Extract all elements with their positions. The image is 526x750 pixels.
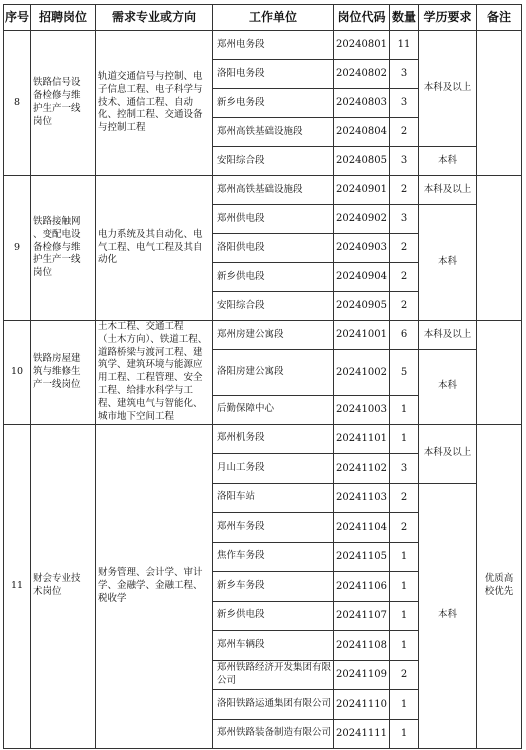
major-requirement: 土木工程、交通工程 （土木方向）、铁道工程、道路桥梁与渡河工程、建筑学、建筑环境与能源应用工程、工程管理、安全工程、给排水科学与工程、建筑电气与智能化、城市地下空间工程: [96, 321, 213, 425]
headcount: 3: [390, 205, 419, 234]
post-code: 20241109: [334, 660, 390, 690]
header-unit: 工作单位: [213, 5, 334, 31]
row-number: 11: [4, 424, 31, 749]
education-requirement: 本科及以上: [419, 424, 477, 483]
major-requirement: 轨道交通信号与控制、电子信息工程、电子科学与技术、通信工程、自动化、控制工程、交通设备与控制工程: [96, 31, 213, 176]
row-number: 9: [4, 176, 31, 321]
post-name: 铁路接触网 、变配电设 备检修与维 护生产一线 岗位: [31, 176, 96, 321]
headcount: 5: [390, 350, 419, 396]
post-code: 20241102: [334, 454, 390, 484]
headcount: 11: [390, 31, 419, 60]
note: [477, 31, 522, 176]
header-code: 岗位代码: [334, 5, 390, 31]
post-code: 20240901: [334, 176, 390, 205]
post-name: 铁路房屋建 筑与维修生 产一线岗位: [31, 321, 96, 425]
post-code: 20240905: [334, 292, 390, 321]
post-code: 20241001: [334, 321, 390, 350]
note: [477, 176, 522, 321]
header-row: [4, 5, 522, 31]
work-unit: 洛阳供电段: [213, 234, 334, 263]
note: [477, 321, 522, 425]
work-unit: 郑州高铁基础设施段: [213, 176, 334, 205]
major-requirement: 电力系统及其自动化、电气工程、电气工程及其自动化: [96, 176, 213, 321]
headcount: 1: [390, 424, 419, 454]
headcount: 1: [390, 601, 419, 631]
header-education: 学历要求: [419, 5, 477, 31]
work-unit: 郑州供电段: [213, 205, 334, 234]
post-code: 20241104: [334, 513, 390, 543]
table-row: [4, 321, 522, 350]
headcount: 1: [390, 542, 419, 572]
headcount: 6: [390, 321, 419, 350]
headcount: 1: [390, 572, 419, 602]
education-requirement: 本科及以上: [419, 176, 477, 205]
post-code: 20240804: [334, 118, 390, 147]
work-unit: 新乡供电段: [213, 601, 334, 631]
headcount: 1: [390, 631, 419, 661]
post-code: 20241103: [334, 483, 390, 513]
education-requirement: 本科及以上: [419, 321, 477, 350]
post-code: 20241003: [334, 395, 390, 424]
note: 优质高 校优先: [477, 424, 522, 749]
headcount: 2: [390, 513, 419, 543]
education-requirement: 本科: [419, 205, 477, 321]
post-name: 铁路信号设 备检修与维 护生产一线 岗位: [31, 31, 96, 176]
headcount: 2: [390, 483, 419, 513]
post-code: 20241101: [334, 424, 390, 454]
header-no: 序号: [4, 5, 31, 31]
work-unit: 郑州电务段: [213, 31, 334, 60]
table-row: [4, 424, 522, 454]
work-unit: 焦作车务段: [213, 542, 334, 572]
headcount: 3: [390, 89, 419, 118]
headcount: 2: [390, 118, 419, 147]
work-unit: 安阳综合段: [213, 292, 334, 321]
work-unit: 郑州铁路经济开发集团有限公司: [213, 660, 334, 690]
work-unit: 月山工务段: [213, 454, 334, 484]
header-major: 需求专业或方向: [96, 5, 213, 31]
work-unit: 新乡车务段: [213, 572, 334, 602]
major-requirement: 财务管理、会计学、审计学、金融学、金融工程、税收学: [96, 424, 213, 749]
post-code: 20241111: [334, 719, 390, 749]
headcount: 3: [390, 147, 419, 176]
work-unit: 郑州高铁基础设施段: [213, 118, 334, 147]
work-unit: 郑州机务段: [213, 424, 334, 454]
work-unit: 洛阳电务段: [213, 60, 334, 89]
table-row: [4, 31, 522, 60]
work-unit: 安阳综合段: [213, 147, 334, 176]
row-number: 8: [4, 31, 31, 176]
headcount: 2: [390, 292, 419, 321]
headcount: 3: [390, 454, 419, 484]
post-code: 20240902: [334, 205, 390, 234]
post-code: 20241105: [334, 542, 390, 572]
headcount: 1: [390, 690, 419, 720]
post-code: 20240903: [334, 234, 390, 263]
education-requirement: 本科: [419, 350, 477, 425]
row-number: 10: [4, 321, 31, 425]
header-post: 招聘岗位: [31, 5, 96, 31]
headcount: 1: [390, 719, 419, 749]
post-name: 财会专业技 术岗位: [31, 424, 96, 749]
education-requirement: 本科: [419, 147, 477, 176]
post-code: 20240803: [334, 89, 390, 118]
table-body: [4, 31, 522, 749]
work-unit: 郑州铁路装备制造有限公司: [213, 719, 334, 749]
education-requirement: 本科及以上: [419, 31, 477, 147]
post-code: 20240802: [334, 60, 390, 89]
post-code: 20240805: [334, 147, 390, 176]
work-unit: 洛阳铁路运通集团有限公司: [213, 690, 334, 720]
work-unit: 洛阳车站: [213, 483, 334, 513]
post-code: 20241107: [334, 601, 390, 631]
headcount: 2: [390, 660, 419, 690]
table-row: [4, 176, 522, 205]
headcount: 2: [390, 176, 419, 205]
post-code: 20241106: [334, 572, 390, 602]
work-unit: 后勤保障中心: [213, 395, 334, 424]
work-unit: 郑州车务段: [213, 513, 334, 543]
header-count: 数量: [390, 5, 419, 31]
work-unit: 新乡电务段: [213, 89, 334, 118]
work-unit: 洛阳房建公寓段: [213, 350, 334, 396]
recruitment-table: [3, 4, 522, 749]
post-code: 20241108: [334, 631, 390, 661]
headcount: 2: [390, 234, 419, 263]
post-code: 20241110: [334, 690, 390, 720]
headcount: 1: [390, 395, 419, 424]
post-code: 20240904: [334, 263, 390, 292]
header-note: 备注: [477, 5, 522, 31]
work-unit: 郑州车辆段: [213, 631, 334, 661]
post-code: 20241002: [334, 350, 390, 396]
headcount: 3: [390, 60, 419, 89]
work-unit: 新乡供电段: [213, 263, 334, 292]
education-requirement: 本科: [419, 483, 477, 749]
headcount: 2: [390, 263, 419, 292]
work-unit: 郑州房建公寓段: [213, 321, 334, 350]
post-code: 20240801: [334, 31, 390, 60]
